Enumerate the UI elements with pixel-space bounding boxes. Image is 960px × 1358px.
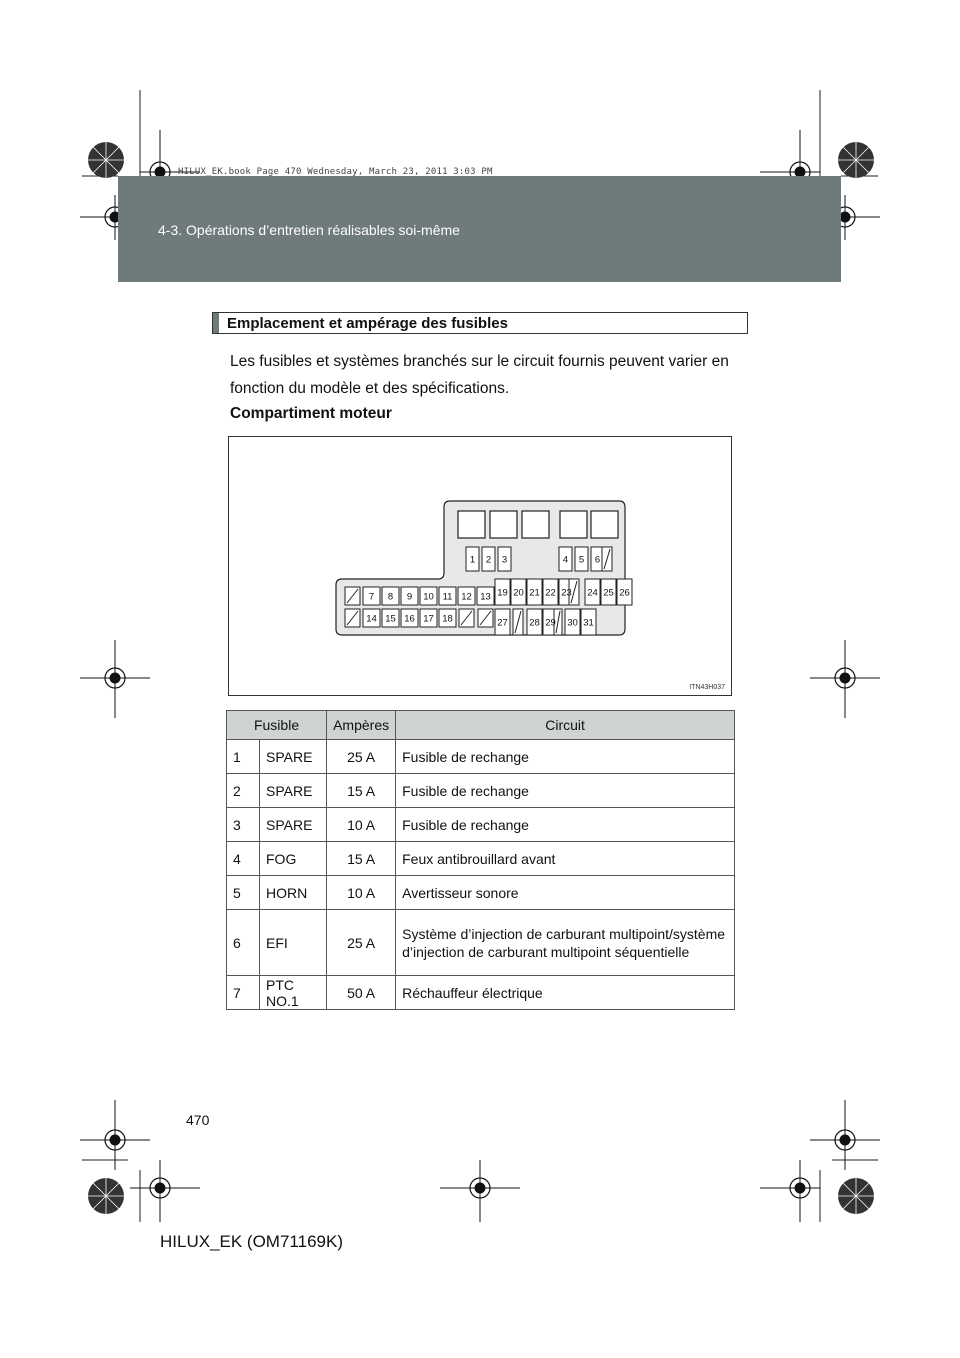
cell-circuit: Système d’injection de carburant multipoint/système d’injection de carburant multipoint séquentielle bbox=[396, 910, 735, 976]
cell-num: 4 bbox=[227, 842, 260, 876]
cell-amps: 15 A bbox=[327, 842, 396, 876]
table-row bbox=[227, 808, 735, 842]
header-circuit: Circuit bbox=[396, 711, 735, 740]
cell-circuit: Réchauffeur électrique bbox=[396, 976, 735, 1010]
table-row bbox=[227, 976, 735, 1010]
cell-name: FOG bbox=[260, 842, 327, 876]
cell-name: HORN bbox=[260, 876, 327, 910]
cell-name: SPARE bbox=[260, 808, 327, 842]
cell-name: EFI bbox=[260, 910, 327, 976]
cell-num: 7 bbox=[227, 976, 260, 1010]
fuse-number: 6 bbox=[594, 554, 601, 566]
fuse-number: 8 bbox=[387, 591, 394, 603]
cell-name: SPARE bbox=[260, 774, 327, 808]
book-stamp: HILUX_EK.book Page 470 Wednesday, March 23, 2011 3:03 PM bbox=[178, 167, 493, 177]
fuse-number: 18 bbox=[442, 613, 453, 625]
fuse-number: 11 bbox=[442, 591, 453, 603]
table-row bbox=[227, 876, 735, 910]
header-amperes: Ampères bbox=[327, 711, 396, 740]
cell-amps: 15 A bbox=[327, 774, 396, 808]
header-fusible: Fusible bbox=[227, 711, 327, 740]
cell-amps: 10 A bbox=[327, 808, 396, 842]
cell-circuit: Avertisseur sonore bbox=[396, 876, 735, 910]
page-number: 470 bbox=[186, 1112, 210, 1128]
title-accent-bar bbox=[213, 313, 219, 333]
subsection-title: Compartiment moteur bbox=[230, 405, 392, 422]
fuse-number: 25 bbox=[603, 587, 614, 599]
fuse-number: 26 bbox=[619, 587, 630, 599]
cell-circuit: Fusible de rechange bbox=[396, 740, 735, 774]
footer-code: HILUX_EK (OM71169K) bbox=[160, 1232, 343, 1251]
section-header: 4-3. Opérations d’entretien réalisables soi-même bbox=[158, 222, 460, 238]
fuse-number: 7 bbox=[368, 591, 375, 603]
table-row bbox=[227, 910, 735, 976]
cell-circuit: Feux antibrouillard avant bbox=[396, 842, 735, 876]
cell-amps: 10 A bbox=[327, 876, 396, 910]
fuse-number: 15 bbox=[385, 613, 396, 625]
fuse-number: 16 bbox=[404, 613, 415, 625]
figure-reference: ITN43H037 bbox=[689, 684, 725, 691]
fuse-number: 10 bbox=[423, 591, 434, 603]
fuse-number: 19 bbox=[497, 587, 508, 599]
cell-circuit: Fusible de rechange bbox=[396, 808, 735, 842]
cell-amps: 25 A bbox=[327, 740, 396, 774]
fuse-number: 21 bbox=[529, 587, 540, 599]
fuse-number: 31 bbox=[583, 617, 594, 629]
cell-num: 6 bbox=[227, 910, 260, 976]
fuse-table bbox=[226, 710, 735, 1010]
fuse-number: 22 bbox=[545, 587, 556, 599]
fuse-number: 9 bbox=[406, 591, 413, 603]
fuse-number: 30 bbox=[567, 617, 578, 629]
cell-num: 5 bbox=[227, 876, 260, 910]
fuse-box-figure bbox=[228, 436, 732, 696]
fuse-number: 23 bbox=[561, 587, 572, 599]
cell-name: PTC NO.1 bbox=[260, 976, 327, 1010]
cell-num: 3 bbox=[227, 808, 260, 842]
fuse-box-diagram bbox=[229, 437, 731, 695]
intro-paragraph: Les fusibles et systèmes branchés sur le circuit fournis peuvent varier en fonction du modèle et des spécifications. bbox=[230, 353, 729, 397]
section-title-box bbox=[212, 312, 748, 334]
fuse-number: 14 bbox=[366, 613, 377, 625]
fuse-number: 2 bbox=[485, 554, 492, 566]
fuse-number: 13 bbox=[480, 591, 491, 603]
fuse-number: 12 bbox=[461, 591, 472, 603]
cell-num: 2 bbox=[227, 774, 260, 808]
cell-num: 1 bbox=[227, 740, 260, 774]
table-row bbox=[227, 842, 735, 876]
fuse-number: 17 bbox=[423, 613, 434, 625]
table-row bbox=[227, 740, 735, 774]
table-row bbox=[227, 774, 735, 808]
fuse-number: 27 bbox=[497, 617, 508, 629]
table-header-row bbox=[227, 711, 735, 740]
cell-name: SPARE bbox=[260, 740, 327, 774]
fuse-number: 5 bbox=[578, 554, 585, 566]
fuse-number: 4 bbox=[562, 554, 569, 566]
fuse-number: 1 bbox=[469, 554, 476, 566]
cell-amps: 50 A bbox=[327, 976, 396, 1010]
fuse-number: 28 bbox=[529, 617, 540, 629]
section-title: Emplacement et ampérage des fusibles bbox=[227, 315, 508, 332]
fuse-number: 24 bbox=[587, 587, 598, 599]
fuse-number: 3 bbox=[501, 554, 508, 566]
cell-amps: 25 A bbox=[327, 910, 396, 976]
cell-circuit: Fusible de rechange bbox=[396, 774, 735, 808]
fuse-number: 29 bbox=[545, 617, 556, 629]
fuse-number: 20 bbox=[513, 587, 524, 599]
